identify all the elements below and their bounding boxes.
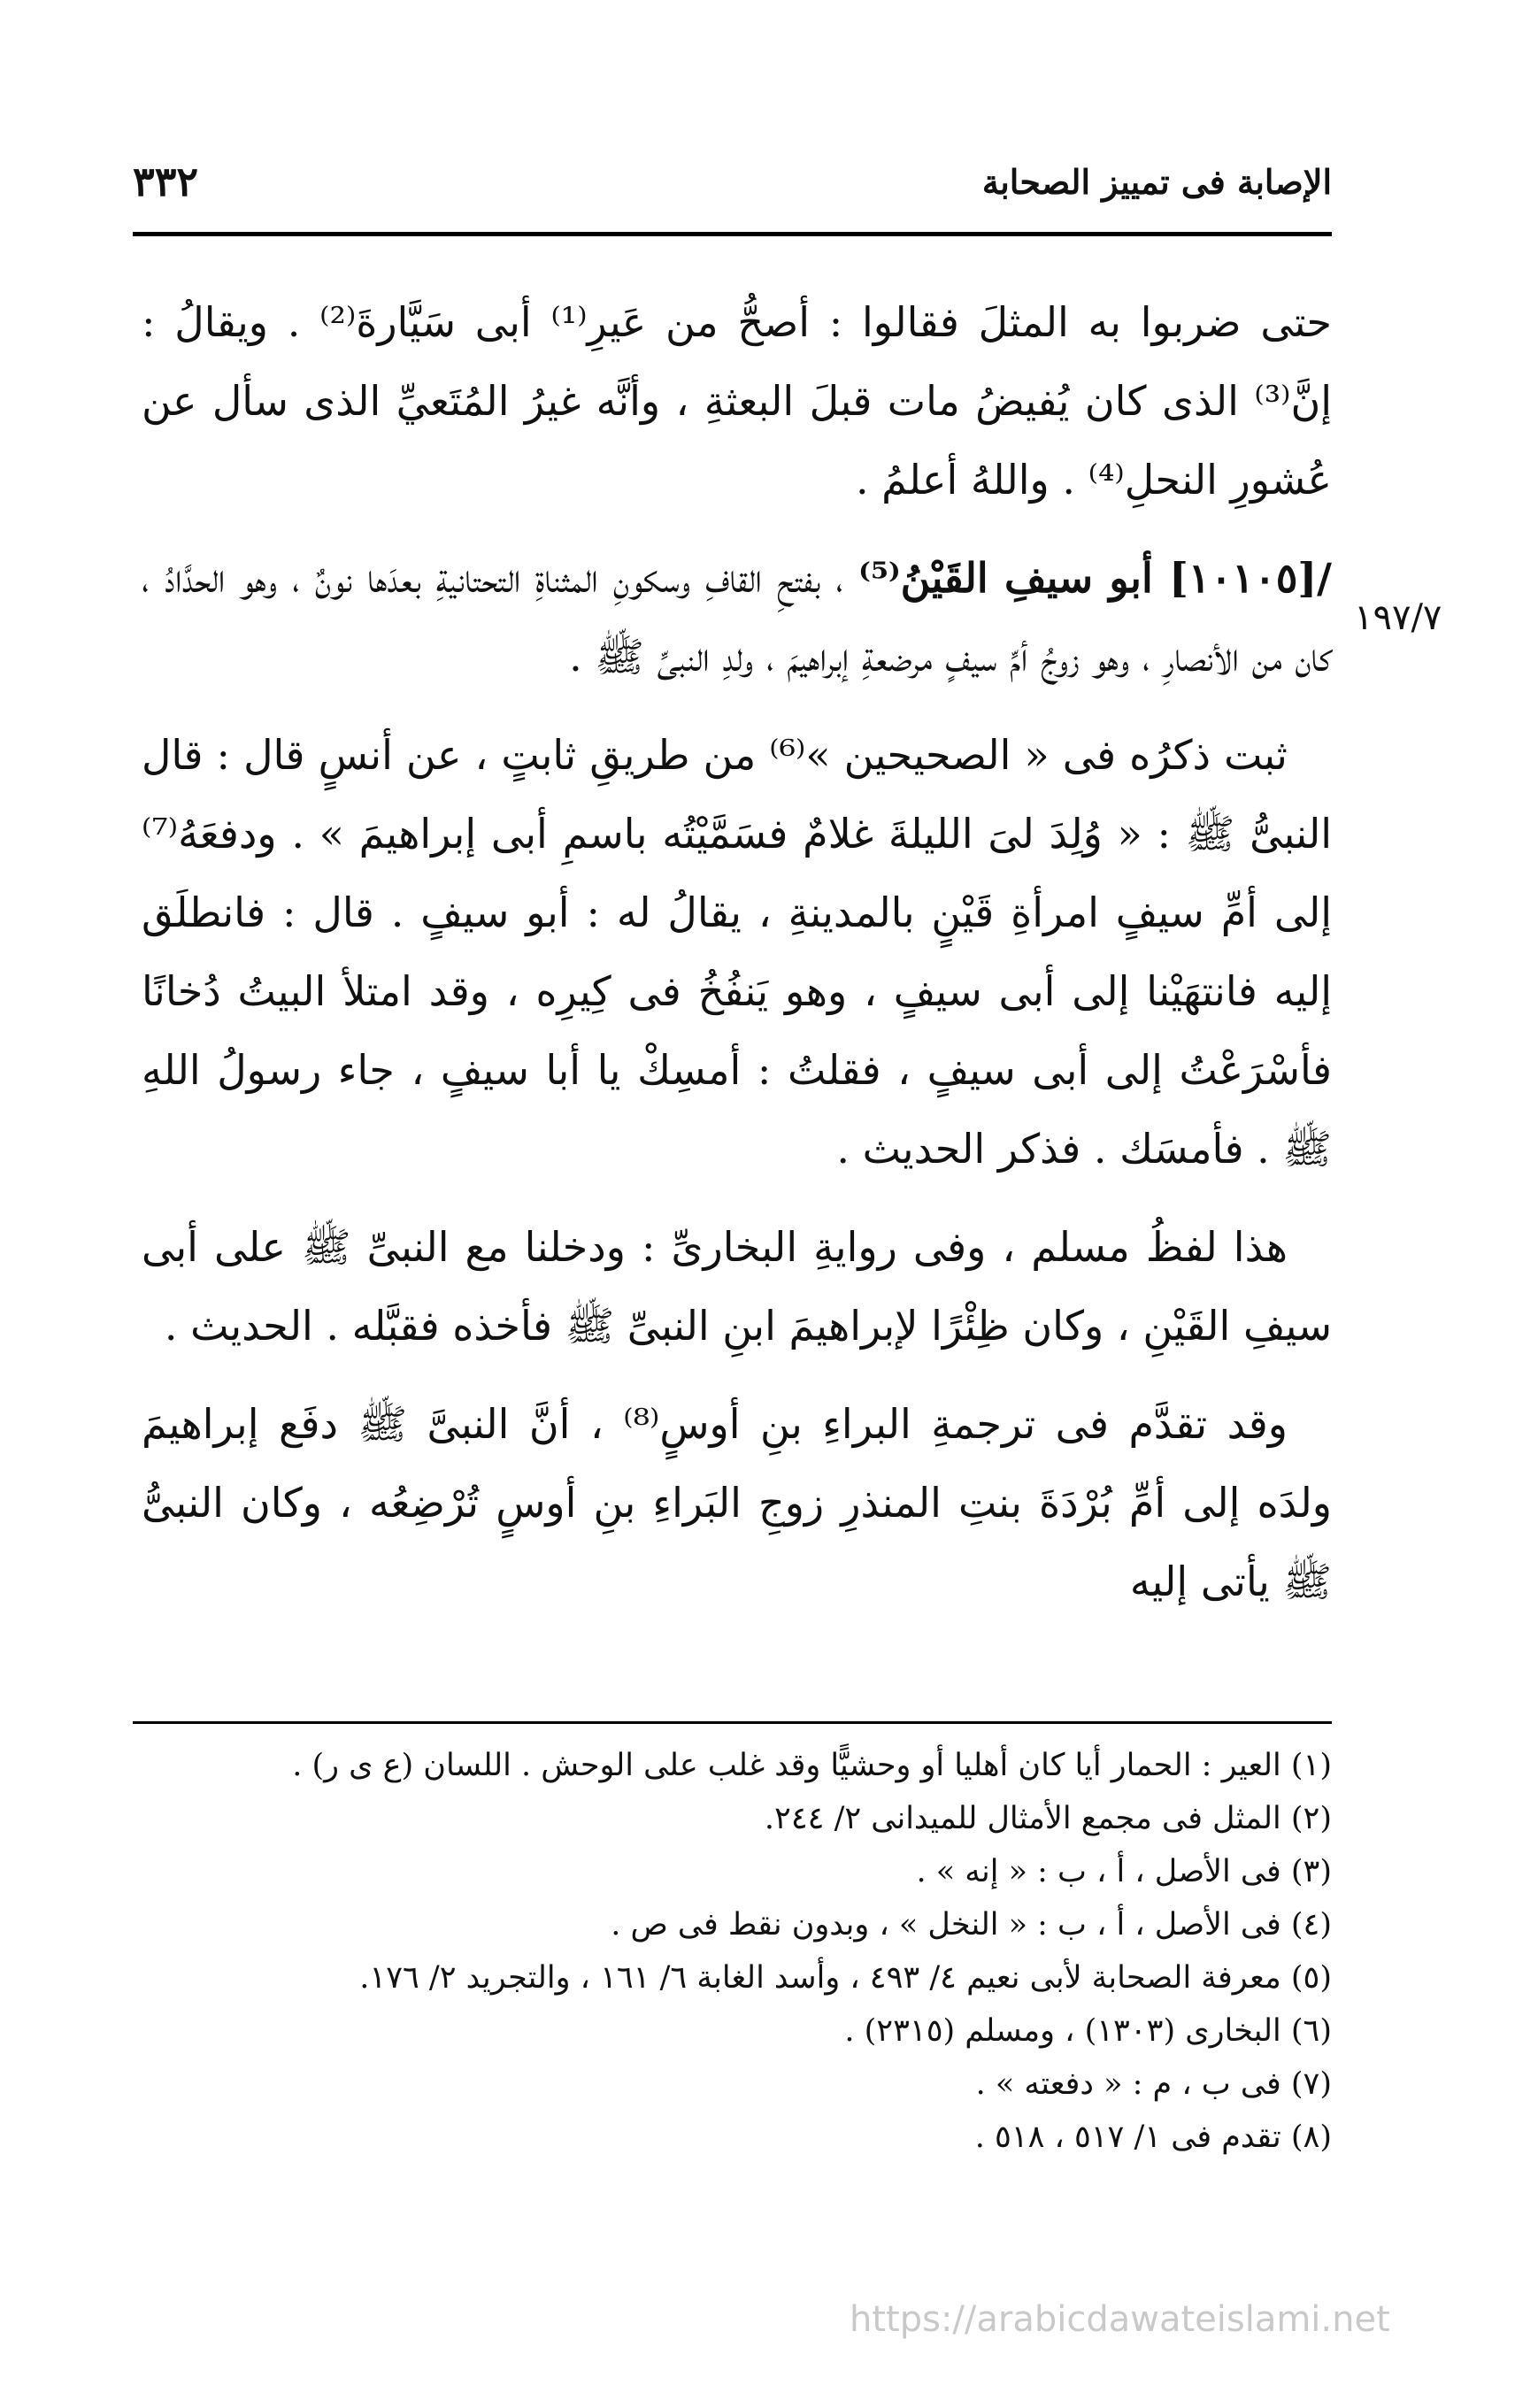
main-text bbox=[142, 283, 1332, 1641]
paragraph-3: هذا لفظُ مسلم ، وفى روايةِ البخارىِّ : ودخلنا مع النبىِّ ﷺ على أبى سيفِ القَيْنِ ، وكان ظِئْرًا لإبراهيمَ ابنِ النبىِّ ﷺ فأخذه فقبَّله . الحديث . bbox=[142, 1223, 1332, 1350]
watermark-url: https://arabicdawateislami.net bbox=[850, 2299, 1390, 2340]
footnote: (٧) فى ب ، م : « دفعته » . bbox=[975, 2066, 1332, 2102]
entry-body: ، بفتحِ القافِ وسكونِ المثناةِ التحتانيةِ بعدَها نونٌ ، وهو الحدَّادُ ، كان من الأنصارِ ، وهو زوجُ أمِّ سيفٍ مرضعةِ إبراهيمَ ، ولدِ النبىِّ ﷺ . bbox=[142, 554, 1332, 681]
footnote: (١) العير : الحمار أيا كان أهليا أو وحشيًّا وقد غلب على الوحش . اللسان (ع ى ر) . bbox=[292, 1748, 1332, 1783]
paragraph-4: وقد تقدَّم فى ترجمةِ البراءِ بنِ أوسٍ⁽⁸⁾ ، أنَّ النبىَّ ﷺ دفَع إبراهيمَ ولدَه إلى أمِّ بُرْدَةَ بنتِ المنذرِ زوجِ البَراءِ بنِ أوسٍ تُرْضِعُه ، وكان النبىُّ ﷺ يأتى إليه bbox=[142, 1400, 1332, 1605]
page-header bbox=[133, 155, 1332, 208]
running-title: الإصابة فى تمييز الصحابة bbox=[981, 161, 1332, 202]
page-number: ٣٣٢ bbox=[133, 158, 199, 205]
paragraph-1: حتى ضربوا به المثلَ فقالوا : أصحُّ من عَيرِ⁽¹⁾ أبى سَيَّارةَ⁽²⁾ . ويقالُ : إنَّ⁽³⁾ الذى كان يُفيضُ مات قبلَ البعثةِ ، وأنَّه غيرُ المُتَعيِّ الذى سأل عن عُشورِ النحلِ⁽⁴⁾ . واللهُ أعلمُ . bbox=[142, 298, 1332, 504]
footnote: (٦) البخارى (١٣٠٣) ، ومسلم (٢٣١٥) . bbox=[844, 2013, 1332, 2049]
footnotes bbox=[265, 1739, 1332, 2164]
footnote-rule bbox=[133, 1721, 1332, 1724]
footnote: (٥) معرفة الصحابة لأبى نعيم ٤/ ٤٩٣ ، وأسد الغابة ٦/ ١٦١ ، والتجريد ٢/ ١٧٦. bbox=[359, 1960, 1332, 1996]
footnote: (٨) تقدم فى ١/ ٥١٧ ، ٥١٨ . bbox=[974, 2120, 1332, 2155]
footnote: (٢) المثل فى مجمع الأمثال للميدانى ٢/ ٢٤٤. bbox=[764, 1801, 1332, 1836]
footnote: (٣) فى الأصل ، أ ، ب : « إنه » . bbox=[916, 1854, 1332, 1889]
paragraph-2: ثبت ذكرُه فى « الصحيحين »⁽⁶⁾ من طريقِ ثابتٍ ، عن أنسٍ قال : قال النبىُّ ﷺ : « وُلِدَ لىَ الليلةَ غلامٌ فسَمَّيْتُه باسمِ أبى إبراهيمَ » . ودفعَهُ⁽⁷⁾ إلى أمِّ سيفٍ امرأةِ قَيْنٍ بالمدينةِ ، يقالُ له : أبو سيفٍ . قال : فانطلَق إليه فانتهَيْنا إلى أبى سيفٍ ، وهو يَنفُخُ فى كِيرِه ، وقد امتلأ البيتُ دُخانًا فأسْرَعْتُ إلى أبى سيفٍ ، فقلتُ : أمسِكْ يا أبا سيفٍ ، جاء رسولُ اللهِ ﷺ . فأمسَك . فذكر الحديث . bbox=[142, 731, 1332, 1173]
header-rule bbox=[133, 232, 1332, 236]
entry-heading: /[١٠١٠٥] أبو سيفِ القَيْنُ⁽⁵⁾ bbox=[858, 554, 1332, 602]
biography-entry bbox=[142, 539, 1332, 696]
volume-page-reference: ١٩٧/٧ bbox=[1354, 597, 1442, 638]
footnote: (٤) فى الأصل ، أ ، ب : « النخل » ، وبدون نقط فى ص . bbox=[611, 1907, 1332, 1943]
